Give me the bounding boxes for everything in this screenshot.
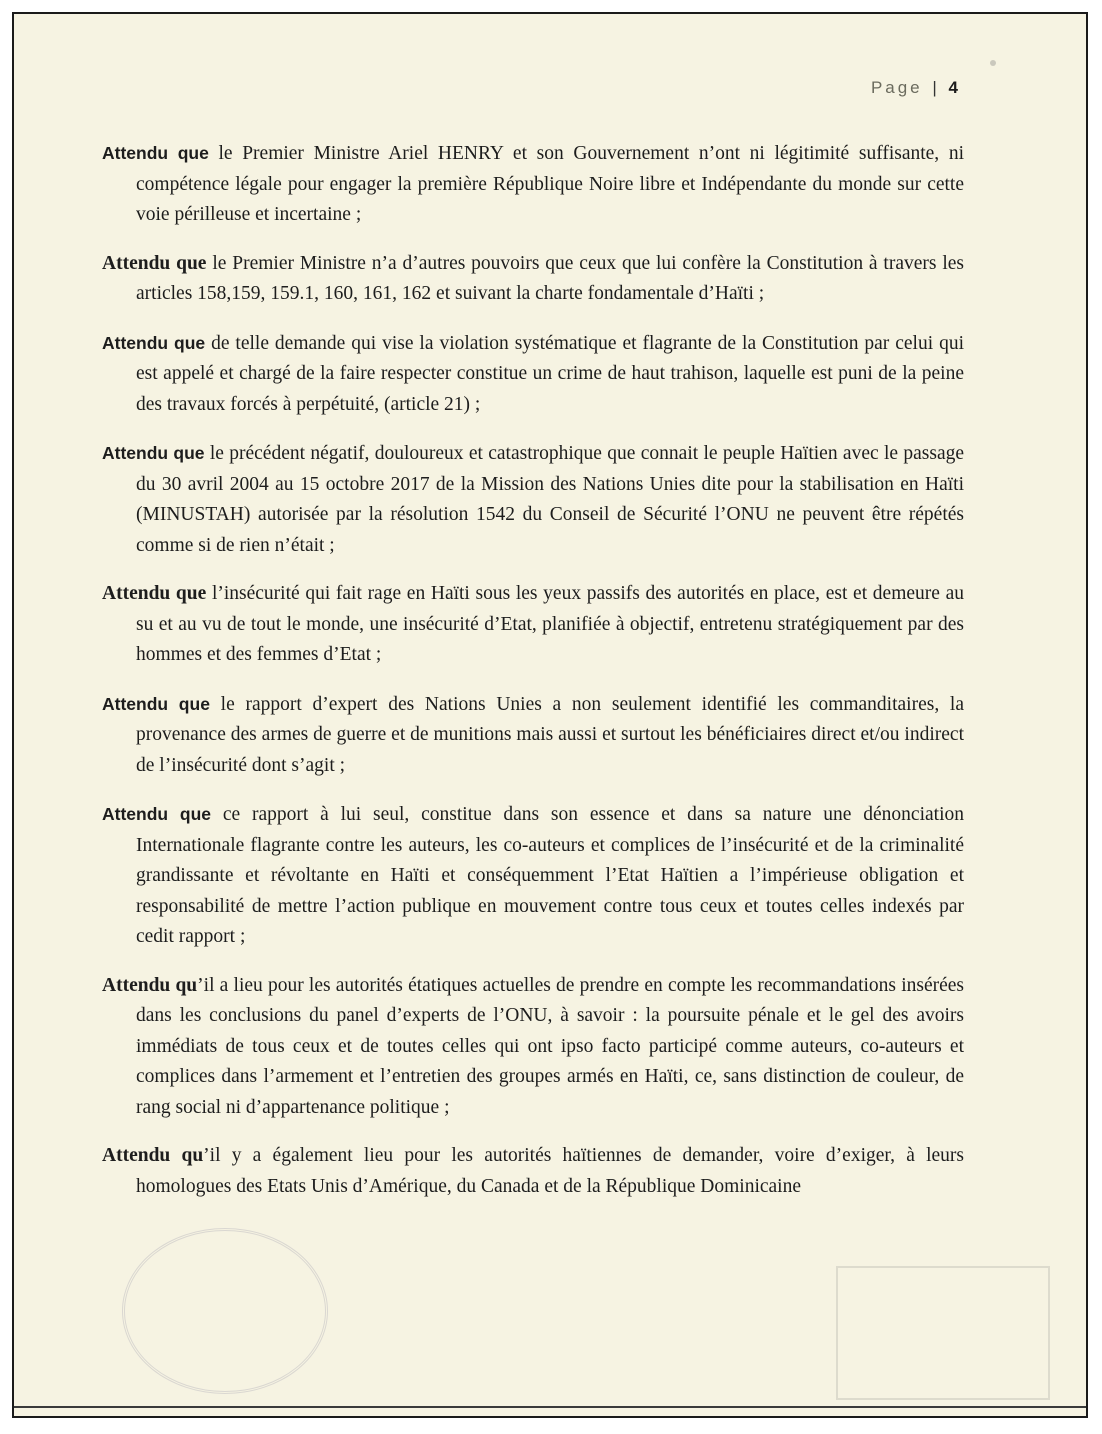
paragraph-3	[102, 328, 964, 421]
paragraph-text: ce rapport à lui seul, constitue dans son essence et dans sa nature une dénonciation Internationale flagrante contre les auteurs, les co-auteurs et complices de l’insécurité et de la criminalité grandissante et révoltante en Haïti et conséquemment l’Etat Haïtien a l’impérieuse obligation et responsabilité de mettre l’action publique en mouvement contre tous ceux et toutes celles indexés par cedit rapport ;	[136, 804, 964, 947]
paragraph-7	[102, 799, 964, 953]
paragraph-lead: Attendu qu	[102, 974, 198, 996]
paragraph-lead: Attendu que	[102, 332, 206, 353]
paragraph-lead: Attendu que	[102, 443, 205, 463]
page-label: Page	[870, 78, 923, 97]
faint-seal-stamp	[122, 1228, 328, 1394]
paragraph-1	[102, 138, 964, 231]
paragraph-lead: Attendu que	[102, 143, 209, 163]
paragraph-text: le précédent négatif, douloureux et catastrophique que connait le peuple Haïtien avec le passage du 30 avril 2004 au 15 octobre 2017 de la Mission des Nations Unies dite pour la stabilisation en Haïti (MINUSTAH) autorisée par la résolution 1542 du Conseil de Sécurité l’ONU ne peuvent être répétés comme si de rien n’était ;	[136, 443, 965, 556]
speck-mark	[990, 60, 996, 66]
paragraph-text: ’il a lieu pour les autorités étatiques actuelles de prendre en compte les recommandations insérées dans les conclusions du panel d’experts de l’ONU, à savoir : la poursuite pénale et le gel des avoirs immédiats de tous ceux et de toutes celles qui ont ipso facto participé comme auteurs, co-auteurs et complices dans l’armement et l’entretien des groupes armés en Haïti, ce, sans distinction de couleur, de rang social ni d’appartenance politique ;	[136, 974, 965, 1118]
page-separator: |	[932, 78, 937, 97]
paragraph-text: l’insécurité qui fait rage en Haïti sous les yeux passifs des autorités en place, est et demeure au su et au vu de tout le monde, une insécurité d’Etat, planifiée à objectif, entretenu stratégiquement par des hommes et des femmes d’Etat ;	[136, 583, 964, 665]
paragraph-8	[102, 971, 964, 1124]
bottom-rule	[14, 1406, 1086, 1408]
paragraph-text: le Premier Ministre Ariel HENRY et son Gouvernement n’ont ni légitimité suffisante, ni compétence légale pour engager la première République Noire libre et Indépendante du monde sur cette voie périlleuse et incertaine ;	[136, 143, 964, 225]
paragraph-lead: Attendu que	[102, 252, 207, 274]
document-page	[12, 12, 1088, 1418]
paragraph-lead: Attendu que	[102, 804, 212, 824]
paragraph-2	[102, 249, 964, 310]
paragraph-lead: Attendu que	[102, 583, 207, 604]
document-body	[102, 138, 964, 1220]
paragraph-text: de telle demande qui vise la violation systématique et flagrante de la Constitution par celui qui est appelé et chargé de la faire respecter constitue un crime de haut trahison, laquelle est puni de la peine des travaux forcés à perpétuité, (article 21) ;	[136, 332, 964, 415]
paragraph-lead: Attendu que	[102, 693, 210, 714]
paragraph-6	[102, 689, 964, 782]
paragraph-text: le rapport d’expert des Nations Unies a non seulement identifié les commanditaires, la provenance des armes de guerre et de munitions mais aussi et surtout les bénéficiaires direct et/ou indirect de l’insécurité dont s’agit ;	[136, 693, 964, 776]
page-header	[871, 78, 958, 98]
paragraph-text: le Premier Ministre n’a d’autres pouvoirs que ceux que lui confère la Constitution à travers les articles 158,159, 159.1, 160, 161, 162 et suivant la charte fondamentale d’Haïti ;	[136, 252, 964, 304]
paragraph-lead: Attendu qu	[102, 1145, 204, 1166]
paragraph-9	[102, 1141, 964, 1202]
paragraph-5	[102, 579, 964, 671]
paragraph-4	[102, 438, 964, 561]
paragraph-text: ’il y a également lieu pour les autorités haïtiennes de demander, voire d’exiger, à leurs homologues des Etats Unis d’Amérique, du Canada et de la République Dominicaine	[136, 1145, 964, 1197]
faint-rectangular-stamp	[836, 1266, 1050, 1400]
page-number: 4	[948, 78, 958, 97]
